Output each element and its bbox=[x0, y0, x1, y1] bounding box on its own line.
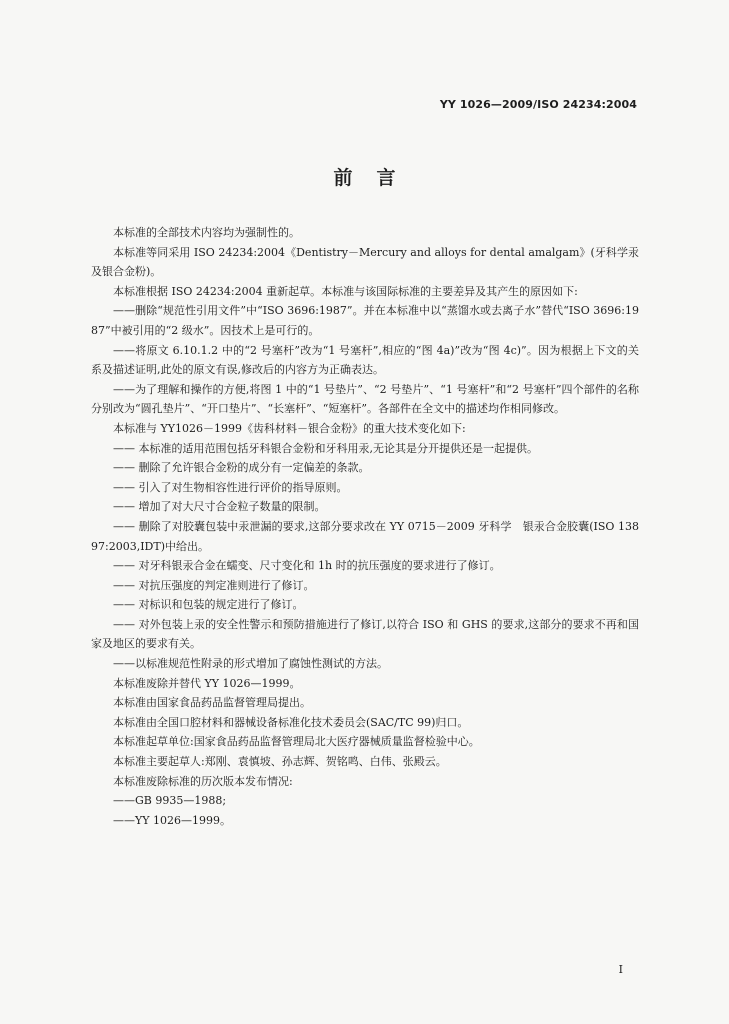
paragraph-difference-2: ——将原文 6.10.1.2 中的“2 号塞杆”改为“1 号塞杆”,相应的“图 4a)”改为“图 4c)”。因为根据上下文的关系及描述证明,此处的原文有误,修改后的内容方为正确表达。 bbox=[91, 343, 639, 377]
paragraph-changes-intro: 本标准与 YY1026－1999《齿科材料－银合金粉》的重大技术变化如下: bbox=[113, 421, 466, 435]
paragraph-change-1: —— 本标准的适用范围包括牙科银合金粉和牙科用汞,无论其是分开提供还是一起提供。 bbox=[113, 441, 538, 455]
paragraph-supersedes: 本标准废除并替代 YY 1026—1999。 bbox=[113, 676, 301, 690]
paragraph-differences-intro: 本标准根据 ISO 24234:2004 重新起草。本标准与该国际标准的主要差异及其产生的原因如下: bbox=[113, 284, 578, 298]
paragraph-change-7: —— 对抗压强度的判定准则进行了修订。 bbox=[113, 578, 315, 592]
paragraph-change-9: —— 对外包装上汞的安全性警示和预防措施进行了修订,以符合 ISO 和 GHS 的要求,这部分的要求不再和国家及地区的要求有关。 bbox=[91, 617, 639, 651]
page-title: 前言 bbox=[333, 167, 420, 189]
paragraph-mandatory-statement: 本标准的全部技术内容均为强制性的。 bbox=[113, 226, 300, 239]
paragraph-change-8: —— 对标识和包装的规定进行了修订。 bbox=[113, 598, 304, 612]
paragraph-history-1: ——GB 9935—1988; bbox=[113, 794, 227, 808]
paragraph-history-intro: 本标准废除标准的历次版本发布情况: bbox=[113, 774, 293, 788]
paragraph-change-10: ——以标准规范性附录的形式增加了腐蚀性测试的方法。 bbox=[113, 657, 388, 671]
paragraph-history-2: ——YY 1026—1999。 bbox=[113, 813, 232, 827]
document-body bbox=[91, 223, 639, 830]
paragraph-drafting-unit: 本标准起草单位:国家食品药品监督管理局北大医疗器械质量监督检验中心。 bbox=[113, 735, 480, 749]
paragraph-proposed-by: 本标准由国家食品药品监督管理局提出。 bbox=[113, 696, 311, 710]
paragraph-drafters: 本标准主要起草人:郑刚、袁慎坡、孙志辉、贺铭鸣、白伟、张殿云。 bbox=[113, 755, 447, 769]
paragraph-administered-by: 本标准由全国口腔材料和器械设备标准化技术委员会(SAC/TC 99)归口。 bbox=[113, 715, 469, 729]
paragraph-difference-1: ——删除“规范性引用文件”中“ISO 3696:1987”。并在本标准中以“蒸馏水或去离子水”替代“ISO 3696:1987”中被引用的“2 级水”。因技术上是可行的。 bbox=[91, 304, 639, 337]
paragraph-change-6: —— 对牙科银汞合金在蠕变、尺寸变化和 1h 时的抗压强度的要求进行了修订。 bbox=[113, 559, 501, 573]
standard-code: YY 1026—2009/ISO 24234:2004 bbox=[439, 98, 637, 111]
paragraph-change-5: —— 删除了对胶囊包装中汞泄漏的要求,这部分要求改在 YY 0715－2009 牙科学 银汞合金胶囊(ISO 13897:2003,IDT)中给出。 bbox=[91, 519, 639, 553]
page-number: I bbox=[618, 963, 623, 976]
paragraph-difference-3: ——为了理解和操作的方便,将图 1 中的“1 号垫片”、“2 号垫片”、“1 号塞杆”和“2 号塞杆”四个部件的名称分别改为“圆孔垫片”、“开口垫片”、“长塞杆”、“短塞杆”。各部件在全文中的描述均作相同修改。 bbox=[91, 382, 639, 416]
paragraph-change-3: —— 引入了对生物相容性进行评价的指导原则。 bbox=[113, 480, 348, 494]
paragraph-change-2: —— 删除了允许银合金粉的成分有一定偏差的条款。 bbox=[113, 461, 370, 475]
paragraph-adoption: 本标准等同采用 ISO 24234:2004《Dentistry－Mercury and alloys for dental amalgam》(牙科学汞及银合金粉)。 bbox=[91, 245, 639, 279]
paragraph-change-4: —— 增加了对大尺寸合金粒子数量的限制。 bbox=[113, 500, 326, 514]
